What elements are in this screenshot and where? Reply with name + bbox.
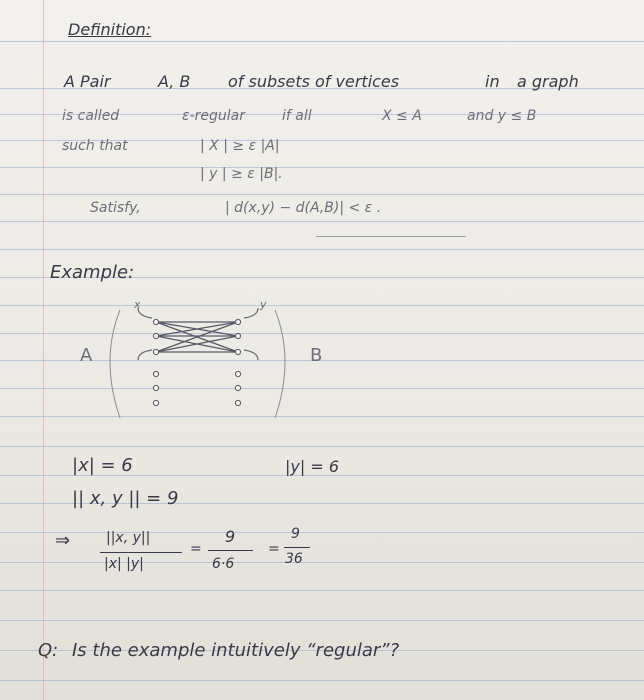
- ruled-line: [0, 41, 644, 42]
- frac2-denominator: 6·6: [212, 556, 235, 572]
- ruled-line: [0, 532, 644, 533]
- y-brace-lower: [244, 350, 258, 360]
- vertex: [235, 319, 240, 324]
- ruled-line: [0, 221, 644, 222]
- y-brace: [244, 308, 258, 318]
- equals-sign-2: =: [268, 541, 280, 557]
- frac3-denominator: 36: [285, 551, 303, 567]
- example-heading: Example:: [50, 262, 135, 283]
- vertex: [153, 400, 158, 405]
- def-line3-b: | X | ≥ ε |A|: [200, 138, 280, 154]
- implies-arrow: ⇒: [55, 530, 71, 551]
- frac1-bar: [100, 552, 182, 553]
- section-divider: [316, 236, 466, 237]
- vertex: [153, 349, 158, 354]
- x-size: |x| = 6: [72, 455, 133, 476]
- set-b-label: B: [310, 345, 323, 366]
- def-line5-a: Satisfy,: [90, 200, 141, 216]
- def-line3-a: such that: [62, 138, 128, 154]
- x-brace-lower: [138, 350, 152, 360]
- vertex: [235, 371, 240, 376]
- ruled-line: [0, 167, 644, 168]
- ruled-line: [0, 194, 644, 195]
- ruled-line: [0, 562, 644, 563]
- question-label: Q:: [38, 640, 59, 661]
- def-line1-b: A, B: [158, 72, 191, 91]
- edge-count: || x, y || = 9: [72, 488, 179, 509]
- vertex: [235, 333, 240, 338]
- vertex-group-b: [235, 319, 240, 405]
- frac2-numerator: 9: [225, 527, 236, 546]
- def-line2-e: and y ≤ B: [467, 108, 537, 124]
- def-line2-c: if all: [282, 108, 312, 124]
- vertex: [235, 349, 240, 354]
- frac3-numerator: 9: [291, 526, 300, 542]
- vertex: [153, 371, 158, 376]
- def-line2-b: ε-regular: [182, 108, 245, 124]
- set-a-label: A: [80, 345, 93, 366]
- frac1-numerator: ||x, y||: [106, 530, 151, 546]
- def-line4-b: | y | ≥ ε |B|.: [200, 166, 283, 182]
- ruled-line: [0, 680, 644, 681]
- def-line1-c: of subsets of vertices: [228, 72, 400, 91]
- brace-y-label: y: [260, 300, 267, 311]
- vertex: [153, 333, 158, 338]
- ruled-line: [0, 590, 644, 591]
- ruled-line: [0, 249, 644, 250]
- frac1-denominator: |x| |y|: [104, 556, 144, 572]
- equals-sign-1: =: [190, 541, 202, 557]
- vertex: [235, 385, 240, 390]
- vertex: [153, 319, 158, 324]
- set-b-bracket: [275, 310, 285, 418]
- brace-x-label: x: [134, 300, 141, 311]
- def-line1-d: in: [485, 72, 500, 91]
- edge-group: [156, 322, 238, 352]
- frac3-bar: [284, 547, 310, 548]
- frac2-bar: [208, 550, 253, 551]
- margin-line: [43, 0, 44, 700]
- vertex: [235, 400, 240, 405]
- definition-heading: Definition:: [68, 20, 152, 39]
- ruled-line: [0, 446, 644, 447]
- ruled-line: [0, 620, 644, 621]
- vertex: [153, 385, 158, 390]
- def-line2-d: X ≤ A: [382, 108, 422, 124]
- def-line1-a: A Pair: [64, 72, 111, 91]
- def-line2-a: is called: [62, 108, 120, 124]
- y-size: |y| = 6: [285, 457, 340, 476]
- question-text: Is the example intuitively “regular”?: [72, 640, 400, 661]
- def-line5-b: | d(x,y) − d(A,B)| < ε .: [225, 200, 382, 216]
- def-line1-e: a graph: [517, 72, 579, 91]
- vertex-group-a: [153, 319, 158, 405]
- set-a-bracket: [110, 310, 120, 418]
